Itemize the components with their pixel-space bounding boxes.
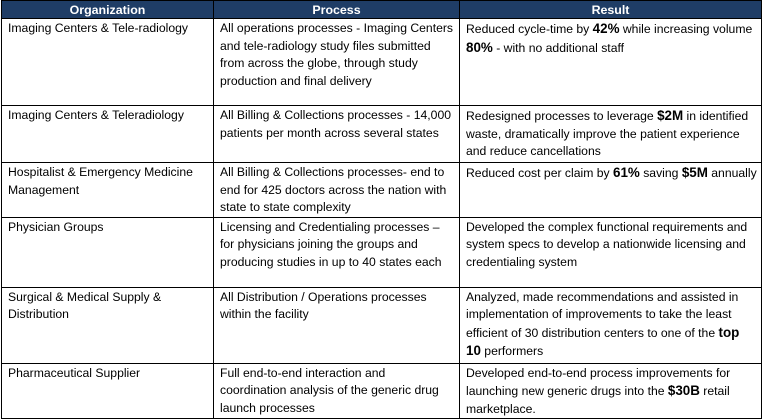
table-row xyxy=(2,217,762,287)
header-organization: Organization xyxy=(2,1,214,19)
result-text: Reduced cycle-time by xyxy=(466,22,593,36)
organization-cell: Physician Groups xyxy=(2,217,214,287)
process-cell: Licensing and Credentialing processes – for physicians joining the groups and producing studies in up to 40 states each xyxy=(214,217,460,287)
organization-cell: Imaging Centers & Tele-radiology xyxy=(2,19,214,106)
table-row xyxy=(2,287,762,363)
result-text: Redesigned processes to leverage xyxy=(466,109,658,123)
organization-cell: Imaging Centers & Teleradiology xyxy=(2,106,214,163)
organization-cell: Surgical & Medical Supply & Distribution xyxy=(2,287,214,363)
result-highlight: $30B xyxy=(667,383,700,398)
result-text: while increasing volume xyxy=(619,22,753,36)
result-text: saving xyxy=(639,166,682,180)
result-cell xyxy=(460,363,762,419)
header-process: Process xyxy=(214,1,460,19)
result-text: performers xyxy=(480,344,544,358)
process-cell: Full end-to-end interaction and coordination analysis of the generic drug launch processes xyxy=(214,363,460,419)
header-result: Result xyxy=(460,1,762,19)
result-highlight: 42% xyxy=(592,21,620,36)
result-text: retail marketplace. xyxy=(466,384,730,416)
result-highlight: $2M xyxy=(657,108,684,123)
result-highlight: $5M xyxy=(681,165,708,180)
results-table xyxy=(1,0,762,419)
result-highlight: top 10 xyxy=(466,324,740,358)
result-highlight: 61% xyxy=(613,165,640,180)
organization-cell: Pharmaceutical Supplier xyxy=(2,363,214,419)
process-cell: All Billing & Collections processes- end to end for 425 doctors across the nation with state to state complexity xyxy=(214,163,460,218)
result-text: Developed the complex functional requirements and system specs to develop a nationwide licensing and credentialing system xyxy=(466,219,748,269)
process-cell: All Billing & Collections processes - 14,000 patients per month across several states xyxy=(214,106,460,163)
table-row xyxy=(2,163,762,218)
result-cell xyxy=(460,106,762,163)
result-text: annually xyxy=(707,166,757,180)
table-row xyxy=(2,363,762,419)
result-text: Reduced cost per claim by xyxy=(466,166,613,180)
result-text: - with no additional staff xyxy=(492,40,625,55)
organization-cell: Hospitalist & Emergency Medicine Management xyxy=(2,163,214,218)
result-highlight: 80% xyxy=(466,39,493,55)
result-cell xyxy=(460,217,762,287)
result-cell xyxy=(460,19,762,106)
table-row xyxy=(2,106,762,163)
process-cell: All Distribution / Operations processes within the facility xyxy=(214,287,460,363)
result-text: Analyzed, made recommendations and assisted in implementation of improvements to take the least efficient of 30 distribution centers to one of the xyxy=(466,289,739,340)
table-row xyxy=(2,19,762,106)
result-cell xyxy=(460,287,762,363)
result-cell xyxy=(460,163,762,218)
process-cell: All operations processes - Imaging Centers and tele-radiology study files submitted from across the globe, through study production and final delivery xyxy=(214,19,460,106)
result-text: Developed end-to-end process improvements for launching new generic drugs into the xyxy=(466,365,731,398)
header-row xyxy=(2,1,762,19)
result-text: in identified waste, dramatically improve the patient experience and reduce cancellations xyxy=(466,109,749,158)
